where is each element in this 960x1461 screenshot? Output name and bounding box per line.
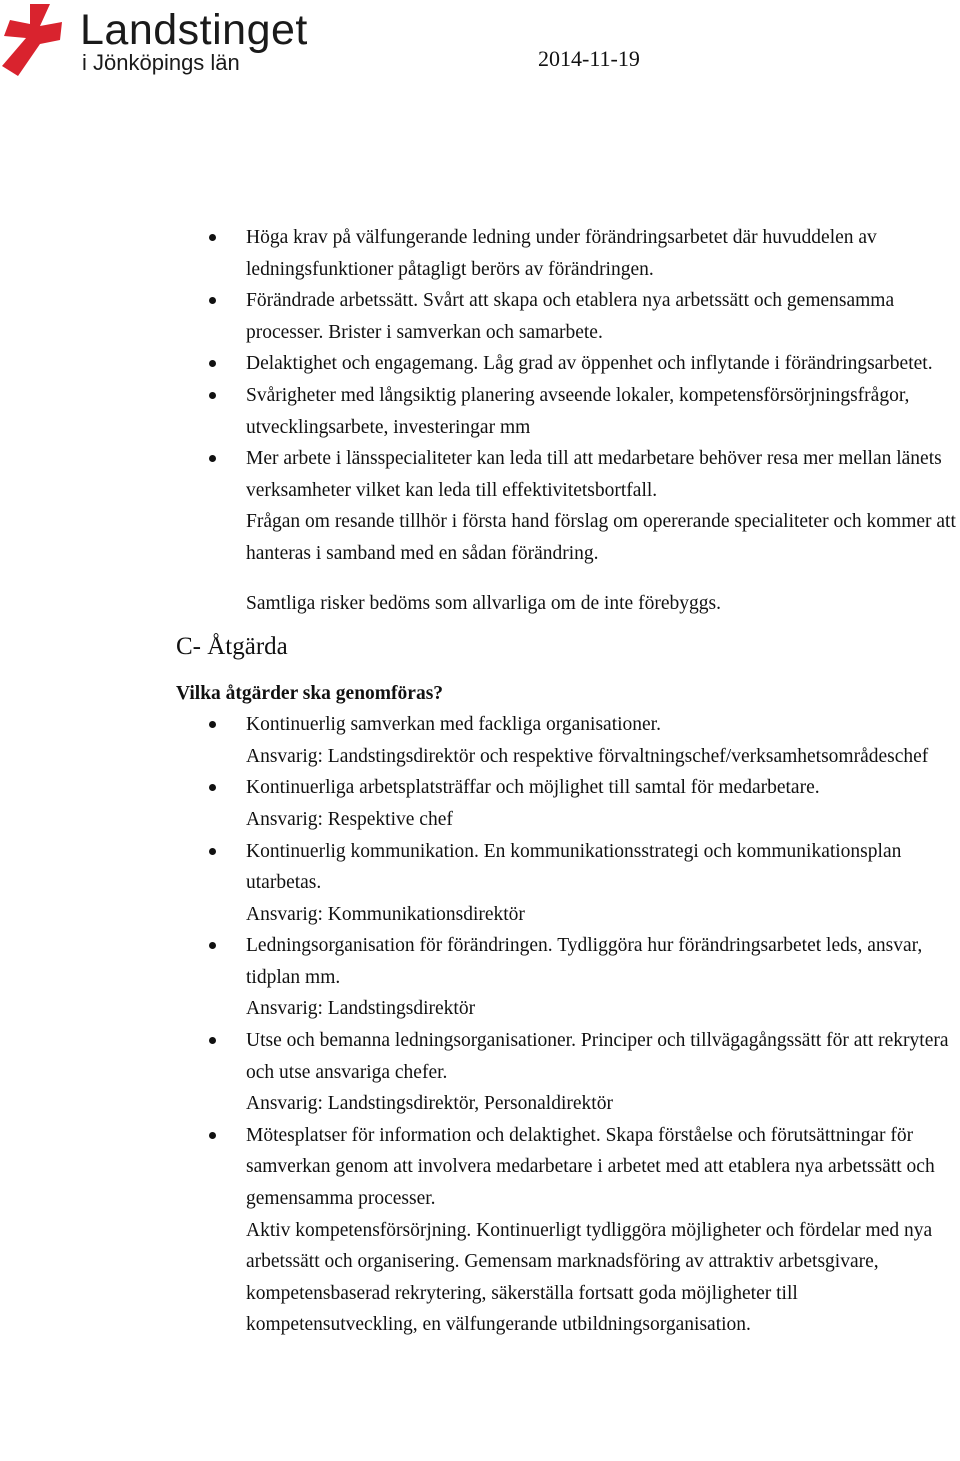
list-item: Mer arbete i länsspecialiteter kan leda till att medarbetare behöver resa mer mellan länets verksamheter vilket kan leda till effektivitetsbortfall.	[176, 443, 958, 506]
risk-summary: Samtliga risker bedöms som allvarliga om de inte förebyggs.	[246, 592, 721, 614]
list-item	[176, 836, 958, 931]
logo	[0, 0, 320, 80]
action-list	[176, 709, 958, 1341]
section-heading: C- Åtgärda	[176, 633, 288, 661]
list-item: Delaktighet och engagemang. Låg grad av öppenhet och inflytande i förändringsarbetet.	[176, 348, 958, 380]
question-heading: Vilka åtgärder ska genomföras?	[176, 683, 444, 705]
action-text: Utse och bemanna ledningsorganisationer. Principer och tillvägagångssätt för att rekrytera och utse ansvariga chefer.	[246, 1030, 949, 1083]
action-responsible: Aktiv kompetensförsörjning. Kontinuerligt tydliggöra möjligheter och fördelar med nya arbetssätt och organisering. Gemensam marknadsföring av attraktiv arbetsgivare, kompetensbaserad rekrytering, säkerställa fortsatt goda möjligheter till kompetensutveckling, en välfungerande utbildningsorganisation.	[246, 1219, 933, 1336]
action-responsible: Ansvarig: Landstingsdirektör	[246, 998, 476, 1020]
action-responsible: Ansvarig: Kommunikationsdirektör	[246, 903, 525, 925]
logo-org-region: i Jönköpings län	[82, 50, 240, 75]
list-item	[176, 1120, 958, 1341]
list-item: Svårigheter med långsiktig planering avseende lokaler, kompetensförsörjningsfrågor, utvecklingsarbete, investeringar mm	[176, 380, 958, 443]
action-responsible: Ansvarig: Landstingsdirektör, Personaldirektör	[246, 1093, 613, 1115]
logo-org-name: Landstinget	[80, 6, 308, 54]
action-text: Mötesplatser för information och delaktighet. Skapa förståelse och förutsättningar för samverkan genom att involvera medarbetare i arbetet med att etablera nya arbetssätt och gemensamma processer.	[246, 1124, 935, 1210]
document-date: 2014-11-19	[538, 46, 640, 71]
risk-note: Frågan om resande tillhör i första hand förslag om opererande specialiteter och kommer att hanteras i samband med en sådan förändring.	[246, 511, 956, 564]
action-text: Kontinuerlig kommunikation. En kommunikationsstrategi och kommunikationsplan utarbetas.	[246, 840, 902, 894]
action-text: Kontinuerlig samverkan med fackliga organisationer.	[246, 714, 661, 736]
list-item	[176, 772, 958, 835]
logo-cross-icon	[0, 0, 80, 80]
risk-list	[176, 222, 958, 506]
action-text: Ledningsorganisation för förändringen. Tydliggöra hur förändringsarbetet leds, ansvar, tidplan mm.	[246, 935, 923, 988]
list-item	[176, 709, 958, 772]
list-item	[176, 1025, 958, 1120]
action-responsible: Ansvarig: Landstingsdirektör och respektive förvaltningschef/verksamhetsområdeschef	[246, 745, 929, 767]
list-item: Förändrade arbetssätt. Svårt att skapa och etablera nya arbetssätt och gemensamma processer. Brister i samverkan och samarbete.	[176, 285, 958, 348]
action-text: Kontinuerliga arbetsplatsträffar och möjlighet till samtal för medarbetare.	[246, 777, 820, 799]
list-item	[176, 930, 958, 1025]
list-item: Höga krav på välfungerande ledning under förändringsarbetet där huvuddelen av ledningsfunktioner påtagligt berörs av förändringen.	[176, 222, 958, 285]
action-responsible: Ansvarig: Respektive chef	[246, 808, 453, 830]
document-body	[176, 222, 958, 1341]
